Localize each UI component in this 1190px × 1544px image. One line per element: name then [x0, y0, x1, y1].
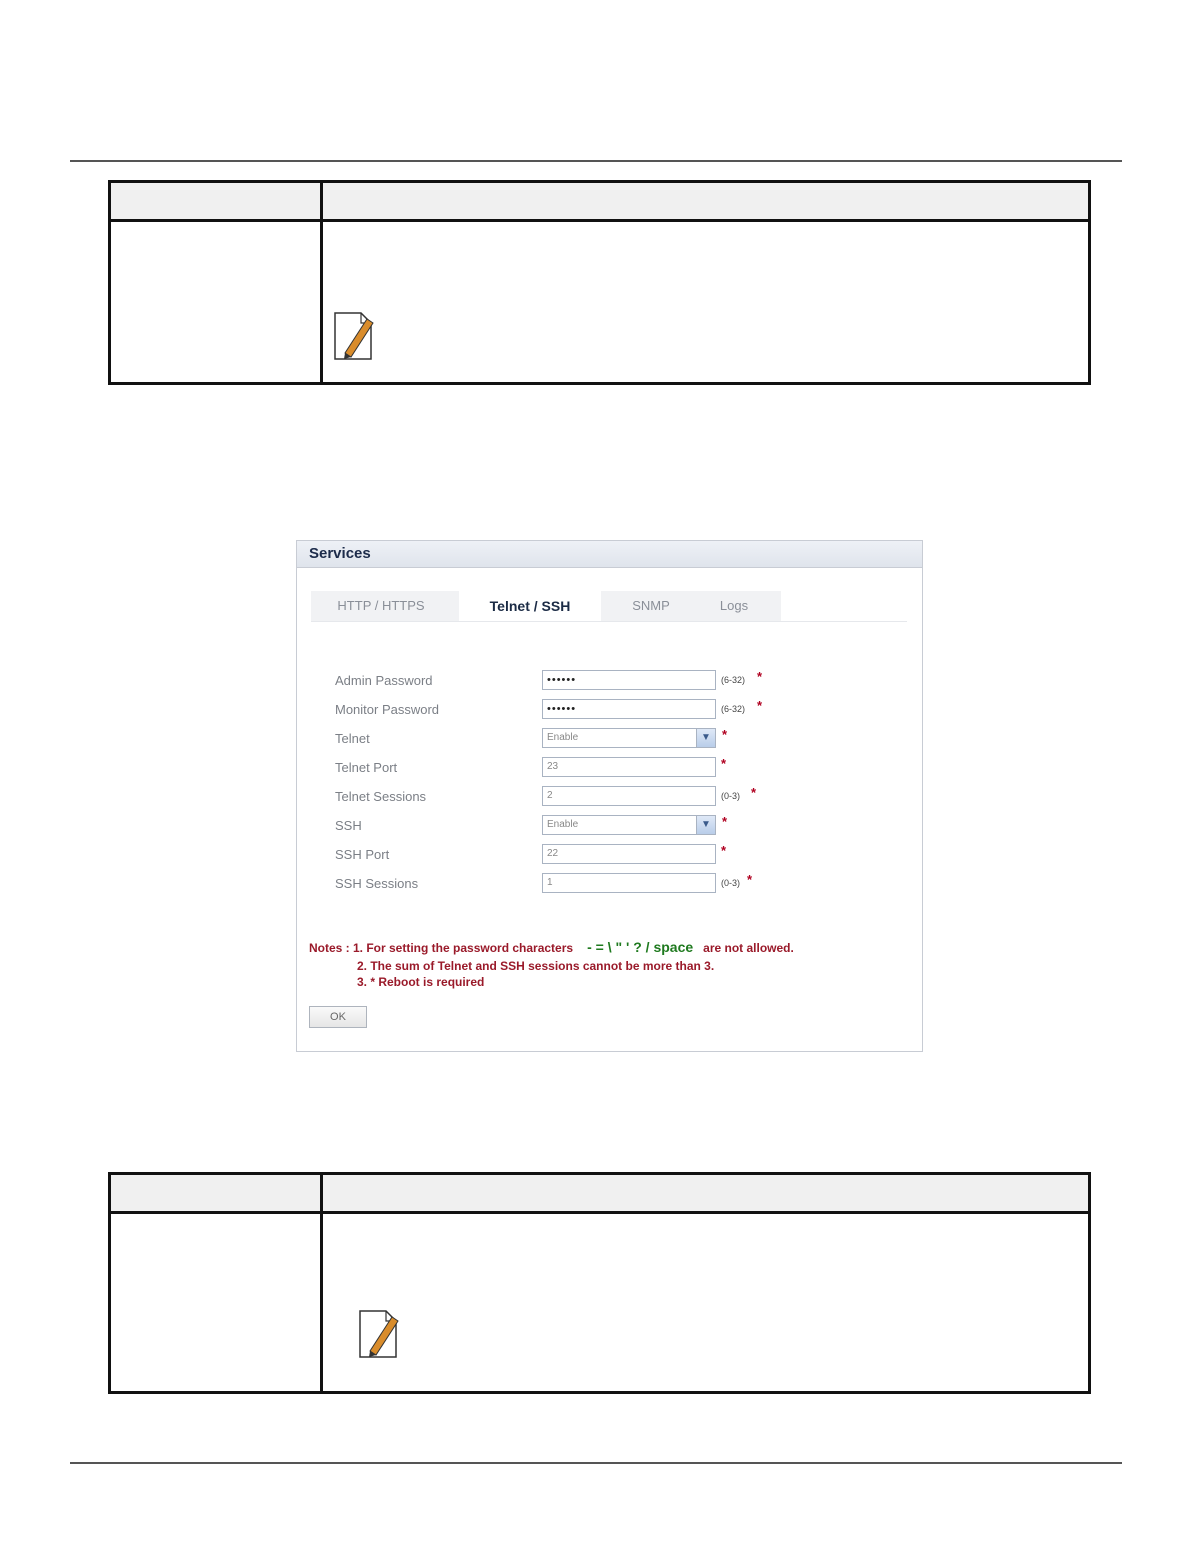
- telnet-port-label: Telnet Port: [335, 760, 398, 775]
- doc-table-column-divider: [320, 1175, 323, 1391]
- panel-title: Services: [297, 541, 922, 568]
- doc-table-column-divider: [320, 183, 323, 382]
- ssh-select-value: Enable: [547, 819, 579, 830]
- top-divider: [70, 160, 1122, 162]
- form-row-telnet-sessions: [335, 785, 795, 813]
- monitor-password-hint: (6-32): [721, 704, 746, 714]
- bottom-divider: [70, 1462, 1122, 1464]
- form-row-telnet-port: [335, 756, 795, 784]
- doc-table-top: [108, 180, 1091, 385]
- telnet-sessions-hint: (0-3): [721, 791, 741, 801]
- ok-button[interactable]: OK: [309, 1006, 367, 1028]
- form-row-ssh-sessions: [335, 872, 795, 900]
- form-row-admin-password: [335, 669, 795, 697]
- required-marker: *: [747, 872, 753, 887]
- ssh-label: SSH: [335, 818, 362, 833]
- monitor-password-input[interactable]: ••••••: [542, 699, 716, 719]
- telnet-label: Telnet: [335, 731, 370, 746]
- tab-logs[interactable]: Logs: [719, 598, 749, 613]
- form-row-ssh: [335, 814, 795, 842]
- required-marker: *: [757, 669, 763, 684]
- telnet-sessions-input[interactable]: 2: [542, 786, 716, 806]
- required-marker: *: [721, 756, 727, 771]
- required-marker: *: [751, 785, 757, 800]
- services-panel: [296, 540, 923, 1052]
- doc-table-header: [111, 183, 1088, 222]
- admin-password-hint: (6-32): [721, 675, 746, 685]
- tab-snmp[interactable]: SNMP: [632, 598, 670, 613]
- note-line-3: 3. * Reboot is required: [357, 975, 485, 989]
- note-pencil-icon: [356, 1307, 406, 1361]
- ssh-sessions-hint: (0-3): [721, 878, 741, 888]
- chevron-down-icon[interactable]: ▼: [696, 729, 715, 747]
- telnet-port-input[interactable]: 23: [542, 757, 716, 777]
- note-line-1-prefix: Notes : 1. For setting the password characters: [309, 941, 574, 955]
- tab-http-https[interactable]: HTTP / HTTPS: [337, 598, 425, 613]
- required-marker: *: [722, 727, 728, 742]
- ssh-sessions-label: SSH Sessions: [335, 876, 419, 891]
- ssh-select[interactable]: [542, 815, 716, 835]
- ssh-port-label: SSH Port: [335, 847, 390, 862]
- required-marker: *: [722, 814, 728, 829]
- chevron-down-icon[interactable]: ▼: [696, 816, 715, 834]
- doc-table-bottom: [108, 1172, 1091, 1394]
- monitor-password-label: Monitor Password: [335, 702, 440, 717]
- form-row-monitor-password: [335, 698, 795, 726]
- tab-bar: [311, 591, 781, 621]
- tab-telnet-ssh[interactable]: Telnet / SSH: [459, 591, 601, 623]
- telnet-select-value: Enable: [547, 732, 579, 743]
- note-forbidden-chars: - = \ " ' ? / space: [587, 939, 694, 955]
- form-row-ssh-port: [335, 843, 795, 871]
- note-pencil-icon: [331, 309, 381, 363]
- admin-password-label: Admin Password: [335, 673, 433, 688]
- required-marker: *: [721, 843, 727, 858]
- telnet-select[interactable]: [542, 728, 716, 748]
- required-marker: *: [757, 698, 763, 713]
- form-row-telnet: [335, 727, 795, 755]
- ssh-sessions-input[interactable]: 1: [542, 873, 716, 893]
- ssh-port-input[interactable]: 22: [542, 844, 716, 864]
- telnet-sessions-label: Telnet Sessions: [335, 789, 427, 804]
- note-line-1: [309, 939, 794, 955]
- tab-underline: [311, 621, 907, 622]
- note-line-1-suffix: are not allowed.: [703, 941, 794, 955]
- doc-table-header: [111, 1175, 1088, 1214]
- note-line-2: 2. The sum of Telnet and SSH sessions cannot be more than 3.: [357, 959, 715, 973]
- admin-password-input[interactable]: ••••••: [542, 670, 716, 690]
